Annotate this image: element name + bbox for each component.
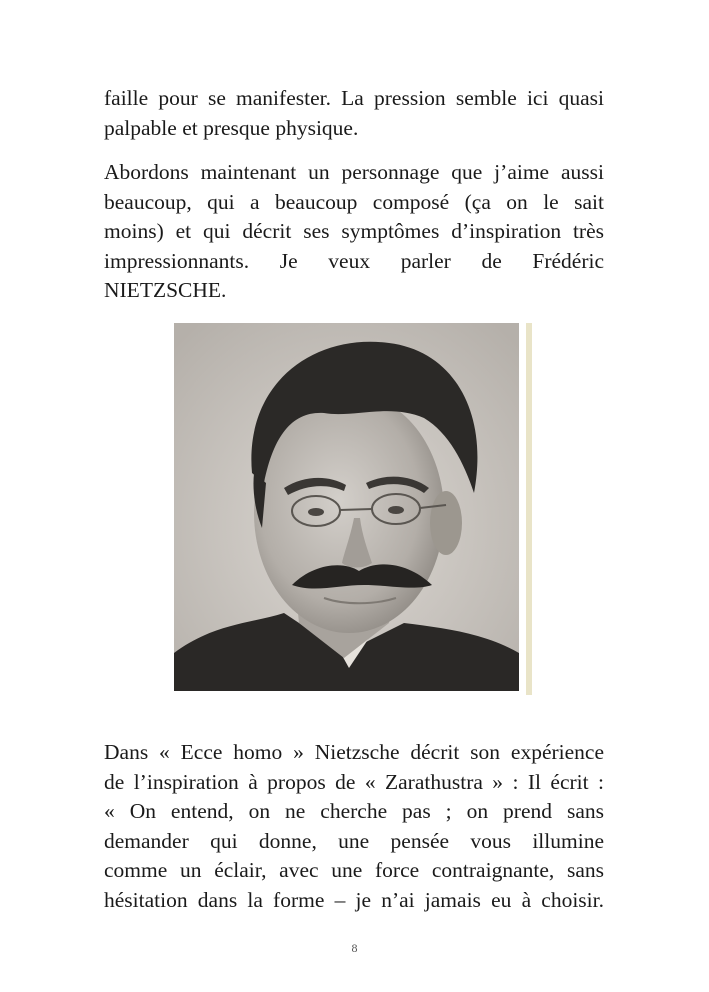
text-line: « On entend, on ne cherche pas ; on prend sans	[104, 799, 604, 824]
portrait-photo	[174, 323, 519, 691]
paragraph-3	[104, 738, 604, 916]
portrait-illustration	[174, 323, 519, 691]
text-line: de l’inspiration à propos de « Zarathustra » : Il écrit :	[104, 769, 604, 794]
text-line: hésitation dans la forme – je n’ai jamais eu à choisir.	[104, 887, 604, 912]
text-line: faille pour se manifester. La pression semble ici quasi	[104, 86, 604, 110]
text-line: palpable et presque physique.	[104, 115, 359, 140]
text-line: comme un éclair, avec une force contraignante, sans	[104, 858, 604, 883]
portrait-figure	[174, 323, 536, 695]
text-line: beaucoup, qui a beaucoup composé (ça on le sait	[104, 189, 604, 214]
text-line: Abordons maintenant un personnage que j’aime aussi	[104, 160, 604, 184]
text-line: NIETZSCHE.	[104, 278, 227, 303]
text-line: impressionnants. Je veux parler de Frédéric	[104, 248, 604, 273]
paragraph-1	[104, 84, 604, 143]
page-number: 8	[351, 941, 358, 955]
text-line: Dans « Ecce homo » Nietzsche décrit son expérience	[104, 740, 604, 764]
text-line: moins) et qui décrit ses symptômes d’inspiration très	[104, 219, 604, 244]
paragraph-2	[104, 158, 604, 306]
text-line: demander qui donne, une pensée vous illumine	[104, 828, 604, 853]
decorative-bar	[526, 323, 532, 695]
